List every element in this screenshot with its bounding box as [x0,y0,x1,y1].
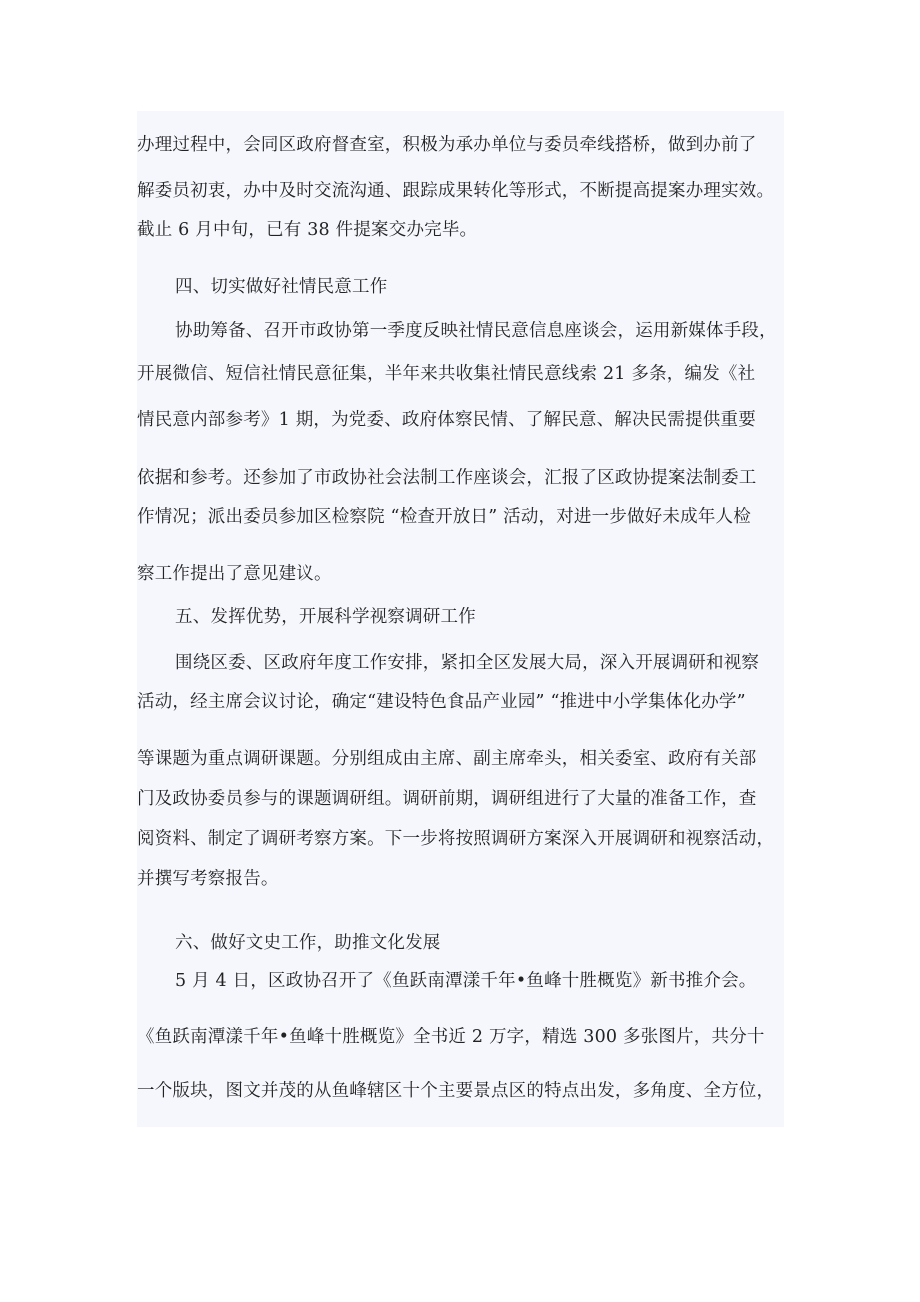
paragraph-line: 阅资料、制定了调研考察方案。下一步将按照调研方案深入开展调研和视察活动， [137,829,775,849]
paragraph-line: 解委员初衷，办中及时交流沟通、跟踪成果转化等形式，不断提高提案办理实效。 [137,181,775,201]
paragraph-line: 等课题为重点调研课题。分别组成由主席、副主席牵头，相关委室、政府有关部 [137,749,757,769]
paragraph-line: 依据和参考。还参加了市政协社会法制工作座谈会，汇报了区政协提案法制委工 [137,468,757,488]
paragraph-line: 5 月 4 日，区政协召开了《鱼跃南潭漾千年•鱼峰十胜概览》新书推介会。 [175,971,757,991]
paragraph-line: 活动，经主席会议讨论，确定“建设特色食品产业园” “推进中小学集体化办学” [137,692,746,712]
paragraph-line: 门及政协委员参与的课题调研组。调研前期，调研组进行了大量的准备工作，查 [137,789,757,809]
paragraph-line: 情民意内部参考》1 期，为党委、政府体察民情、了解民意、解决民需提供重要 [137,410,756,430]
paragraph-line: 截止 6 月中旬，已有 38 件提案交办完毕。 [137,220,478,240]
paragraph-line: 并撰写考察报告。 [137,869,279,889]
paragraph-line: 《鱼跃南潭漾千年•鱼峰十胜概览》全书近 2 万字，精选 300 多张图片，共分十 [137,1027,765,1047]
paragraph-line: 开展微信、短信社情民意征集，半年来共收集社情民意线索 21 多条，编发《社 [137,364,756,384]
paragraph-line: 办理过程中，会同区政府督查室，积极为承办单位与委员牵线搭桥，做到办前了 [137,135,757,155]
paragraph-line: 协助筹备、召开市政协第一季度反映社情民意信息座谈会，运用新媒体手段， [175,321,777,341]
section-heading: 四、切实做好社情民意工作 [175,277,388,297]
section-heading: 五、发挥优势，开展科学视察调研工作 [175,607,476,627]
paragraph-line: 围绕区委、区政府年度工作安排，紧扣全区发展大局，深入开展调研和视察 [175,653,760,673]
paragraph-line: 察工作提出了意见建议。 [137,564,332,584]
section-heading: 六、做好文史工作，助推文化发展 [175,933,441,953]
paragraph-line: 作情况；派出委员参加区检察院 “检查开放日” 活动，对进一步做好未成年人检 [137,507,751,527]
paragraph-line: 一个版块，图文并茂的从鱼峰辖区十个主要景点区的特点出发，多角度、全方位， [137,1081,775,1101]
